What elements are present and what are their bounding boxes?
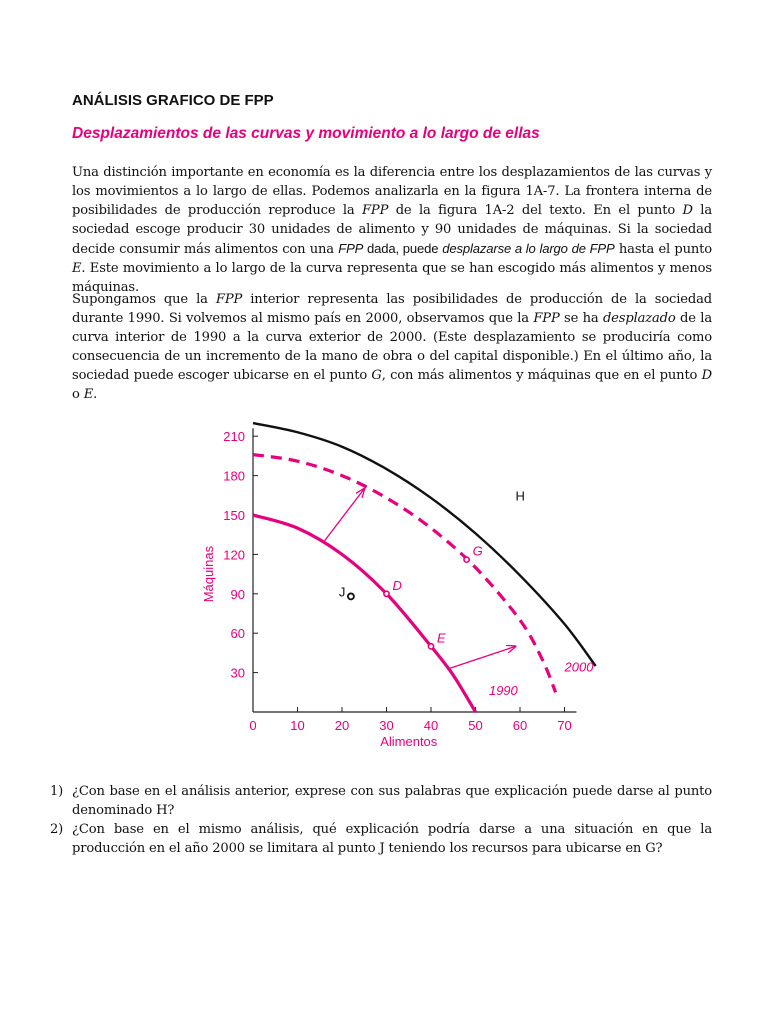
y-tick-label-0: 30 — [230, 665, 245, 681]
question-2-text: ¿Con base en el mismo análisis, qué explicación podría darse a una situación en que la producción en el año 2000 se limitara al punto J teniendo los recursos para ubicarse en G? — [72, 822, 712, 856]
curve-label-2000: 2000 — [564, 659, 594, 675]
section-subtitle: Desplazamientos de las curvas y movimiento a lo largo de ellas — [72, 125, 540, 142]
x-tick-label-2: 20 — [334, 718, 350, 733]
x-axis-label: Alimentos — [380, 734, 438, 749]
curve-h — [253, 423, 596, 666]
x-tick-label-5: 50 — [468, 718, 483, 733]
paragraph-2: Supongamos que la FPP interior representa las posibilidades de producción de la sociedad durante 1990. Si volvemos al mismo país en 2000, observamos que la FPP se ha desplazado de la curva interior de 1990 a la curva exterior de 2000. (Este desplazamiento se produciría como consecuencia de un incremento de la mano de obra o del capital disponible.) En el último año, la sociedad puede escoger ubicarse en el punto G, con más alimentos y máquinas que en el punto D o E. — [72, 292, 712, 402]
y-tick-label-4: 150 — [223, 508, 245, 523]
curve-2000 — [253, 455, 556, 693]
point-g-marker — [464, 557, 469, 562]
x-tick-label-7: 70 — [557, 718, 572, 733]
point-d-marker — [384, 591, 389, 596]
ppf-chart-svg — [190, 412, 610, 757]
x-tick-label-1: 10 — [290, 718, 305, 733]
curve-label-1990: 1990 — [488, 682, 518, 698]
y-tick-label-2: 90 — [230, 586, 245, 602]
x-tick-label-4: 40 — [423, 718, 439, 733]
question-1 — [50, 782, 712, 820]
shift-arrow-2 — [449, 646, 516, 668]
point-j-label: J — [338, 584, 346, 600]
y-tick-label-5: 180 — [223, 468, 245, 484]
y-tick-label-6: 210 — [223, 429, 245, 445]
x-tick-label-0: 0 — [249, 718, 257, 733]
paragraph-1: Una distinción importante en economía es la diferencia entre los desplazamientos de las curvas y los movimientos a lo largo de ellas. Podemos analizarla en la figura 1A-7. La frontera interna de posibilidades de producción reproduce la FPP de la figura 1A-2 del texto. En el punto D la sociedad escoge producir 30 unidades de alimento y 90 unidades de máquinas. Si la sociedad decide consumir más alimentos con una FPP dada, puede desplazarse a lo largo de FPP hasta el punto E. Este movimiento a lo largo de la curva representa que se han escogido más alimentos y menos máquinas. — [72, 165, 713, 295]
y-axis-label: Máquinas — [201, 545, 216, 603]
y-tick-label-3: 120 — [223, 547, 245, 563]
curve-label-h: H — [515, 488, 525, 504]
x-tick-label-3: 30 — [379, 718, 394, 733]
point-e-label: E — [437, 630, 446, 646]
x-tick-label-6: 60 — [512, 718, 528, 733]
shift-arrow-1 — [324, 489, 364, 542]
question-1-number: 1) — [50, 784, 64, 799]
ppf-chart — [190, 412, 610, 757]
point-d-label: D — [392, 577, 402, 593]
point-g-label: G — [472, 543, 483, 559]
question-1-text: ¿Con base en el análisis anterior, exprese con sus palabras que explicación puede darse al punto denominado H? — [72, 784, 712, 818]
point-j-marker — [348, 593, 354, 599]
point-e-marker — [428, 644, 433, 649]
question-2-number: 2) — [50, 822, 64, 837]
curve-1990 — [253, 515, 476, 712]
question-2 — [50, 820, 712, 858]
y-tick-label-1: 60 — [230, 626, 245, 642]
document-title: ANÁLISIS GRAFICO DE FPP — [72, 92, 274, 109]
